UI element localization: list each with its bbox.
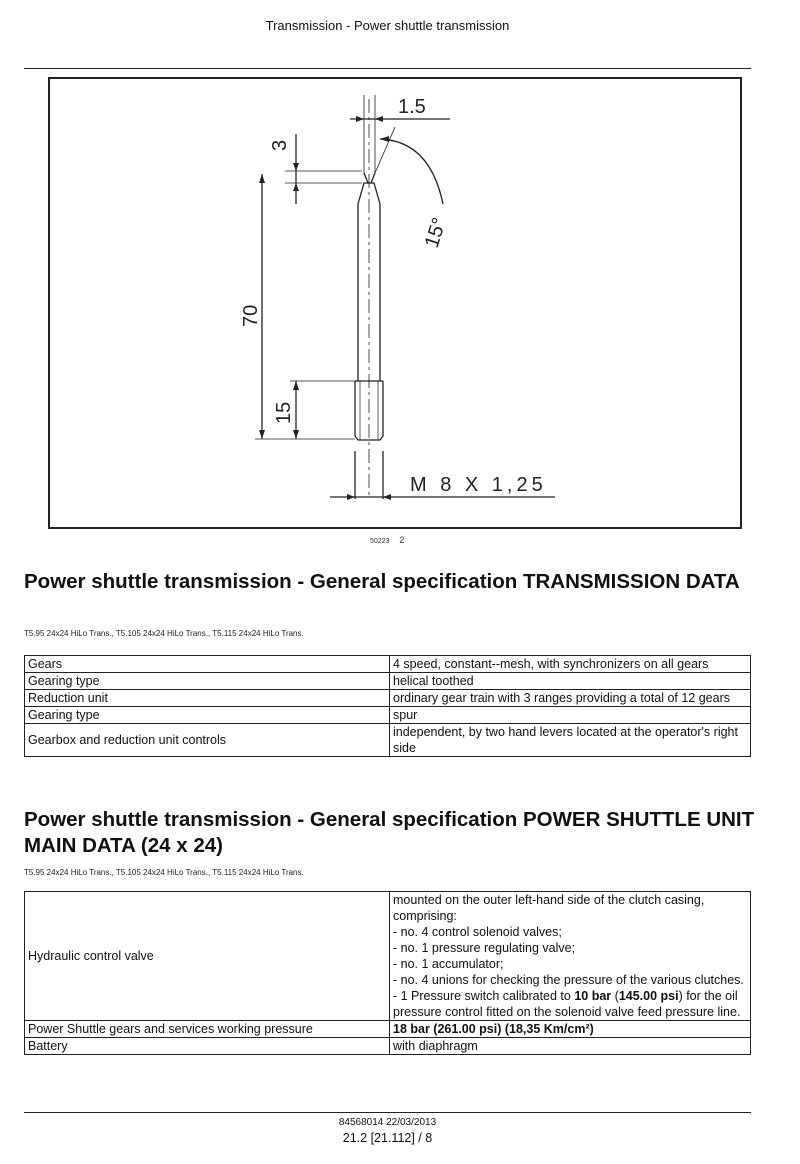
spec-value: spur bbox=[390, 707, 751, 724]
table-row bbox=[25, 707, 751, 724]
table-row bbox=[25, 690, 751, 707]
arrow-1-5-left bbox=[356, 116, 364, 122]
hydraulic-item: - no. 4 unions for checking the pressure of the various clutches. bbox=[393, 973, 744, 987]
arrow-70-top bbox=[259, 174, 265, 183]
dim-label-1-5: 1.5 bbox=[398, 96, 426, 118]
arrow-3-bottom bbox=[293, 183, 299, 191]
section-title-transmission: Power shuttle transmission - General specification TRANSMISSION DATA bbox=[24, 570, 740, 593]
pin-drawing bbox=[50, 79, 740, 527]
header-rule bbox=[24, 68, 751, 69]
angle-arc bbox=[380, 139, 443, 204]
transmission-spec-table bbox=[24, 655, 751, 757]
spec-key: Gearing type bbox=[25, 707, 390, 724]
figure-caption-number: 2 bbox=[399, 535, 405, 545]
dim-label-angle: 15° bbox=[420, 214, 452, 251]
spec-value bbox=[390, 1021, 751, 1038]
hydraulic-item: - no. 1 accumulator; bbox=[393, 957, 504, 971]
arrow-1-5-right bbox=[375, 116, 383, 122]
tip-left-prong bbox=[364, 173, 368, 183]
dim-label-3: 3 bbox=[269, 139, 291, 151]
table-row bbox=[25, 1038, 751, 1055]
section-title-power-shuttle: Power shuttle transmission - General specification POWER SHUTTLE UNIT MAIN DATA (24 x 24) bbox=[24, 808, 755, 857]
hydraulic-item: - no. 4 control solenoid valves; bbox=[393, 925, 562, 939]
spec-key: Reduction unit bbox=[25, 690, 390, 707]
spec-key: Hydraulic control valve bbox=[25, 892, 390, 1021]
technical-drawing-frame bbox=[48, 77, 742, 529]
section-models-transmission: T5.95 24x24 HiLo Trans., T5.105 24x24 HiLo Trans., T5.115 24x24 HiLo Trans. bbox=[24, 629, 304, 638]
angle-ref-line bbox=[375, 127, 395, 173]
spec-key: Gearing type bbox=[25, 673, 390, 690]
table-row bbox=[25, 892, 751, 1021]
footer-document-code: 84568014 22/03/2013 bbox=[338, 1117, 437, 1128]
spec-value: helical toothed bbox=[390, 673, 751, 690]
table-row bbox=[25, 724, 751, 757]
arrow-3-top bbox=[293, 163, 299, 171]
spec-key: Battery bbox=[25, 1038, 390, 1055]
spec-value: 4 speed, constant--mesh, with synchronizers on all gears bbox=[390, 656, 751, 673]
arrow-angle bbox=[380, 136, 389, 142]
dim-label-15: 15 bbox=[273, 401, 295, 424]
dim-label-70: 70 bbox=[240, 304, 262, 327]
tip-right-prong bbox=[371, 173, 375, 183]
spec-key: Power Shuttle gears and services working pressure bbox=[25, 1021, 390, 1038]
footer-rule bbox=[24, 1112, 751, 1113]
hydraulic-intro: mounted on the outer left-hand side of the clutch casing, comprising: bbox=[393, 893, 705, 923]
arrow-70-bottom bbox=[259, 430, 265, 439]
figure-caption-code: 50223 bbox=[370, 538, 390, 545]
hydraulic-item: - no. 1 pressure regulating valve; bbox=[393, 941, 576, 955]
spec-value: ordinary gear train with 3 ranges providing a total of 12 gears bbox=[390, 690, 751, 707]
dim-label-thread: M 8 X 1,25 bbox=[410, 474, 547, 496]
arrow-15-top bbox=[293, 381, 299, 390]
hydraulic-valve-description bbox=[390, 892, 751, 1021]
table-row bbox=[25, 673, 751, 690]
power-shuttle-spec-table bbox=[24, 891, 751, 1055]
spec-value: with diaphragm bbox=[390, 1038, 751, 1055]
spec-key: Gearbox and reduction unit controls bbox=[25, 724, 390, 757]
working-pressure-value: 18 bar (261.00 psi) (18,35 Km/cm²) bbox=[393, 1022, 594, 1036]
spec-value: independent, by two hand levers located at the operator's right side bbox=[390, 724, 751, 757]
arrow-m8-right bbox=[383, 494, 391, 500]
figure-caption bbox=[370, 535, 412, 545]
table-row bbox=[25, 656, 751, 673]
arrow-15-bottom bbox=[293, 430, 299, 439]
section-models-power-shuttle: T5.95 24x24 HiLo Trans., T5.105 24x24 HiLo Trans., T5.115 24x24 HiLo Trans. bbox=[24, 868, 304, 877]
pressure-switch-note: - 1 Pressure switch calibrated to 10 bar (145.00 psi) for the oil pressure control fitted on the solenoid valve feed pressure line. bbox=[393, 989, 741, 1019]
spec-key: Gears bbox=[25, 656, 390, 673]
footer-page-number: 21.2 [21.112] / 8 bbox=[342, 1131, 433, 1145]
page-header-title: Transmission - Power shuttle transmission bbox=[265, 18, 510, 33]
table-row bbox=[25, 1021, 751, 1038]
arrow-m8-left bbox=[347, 494, 355, 500]
